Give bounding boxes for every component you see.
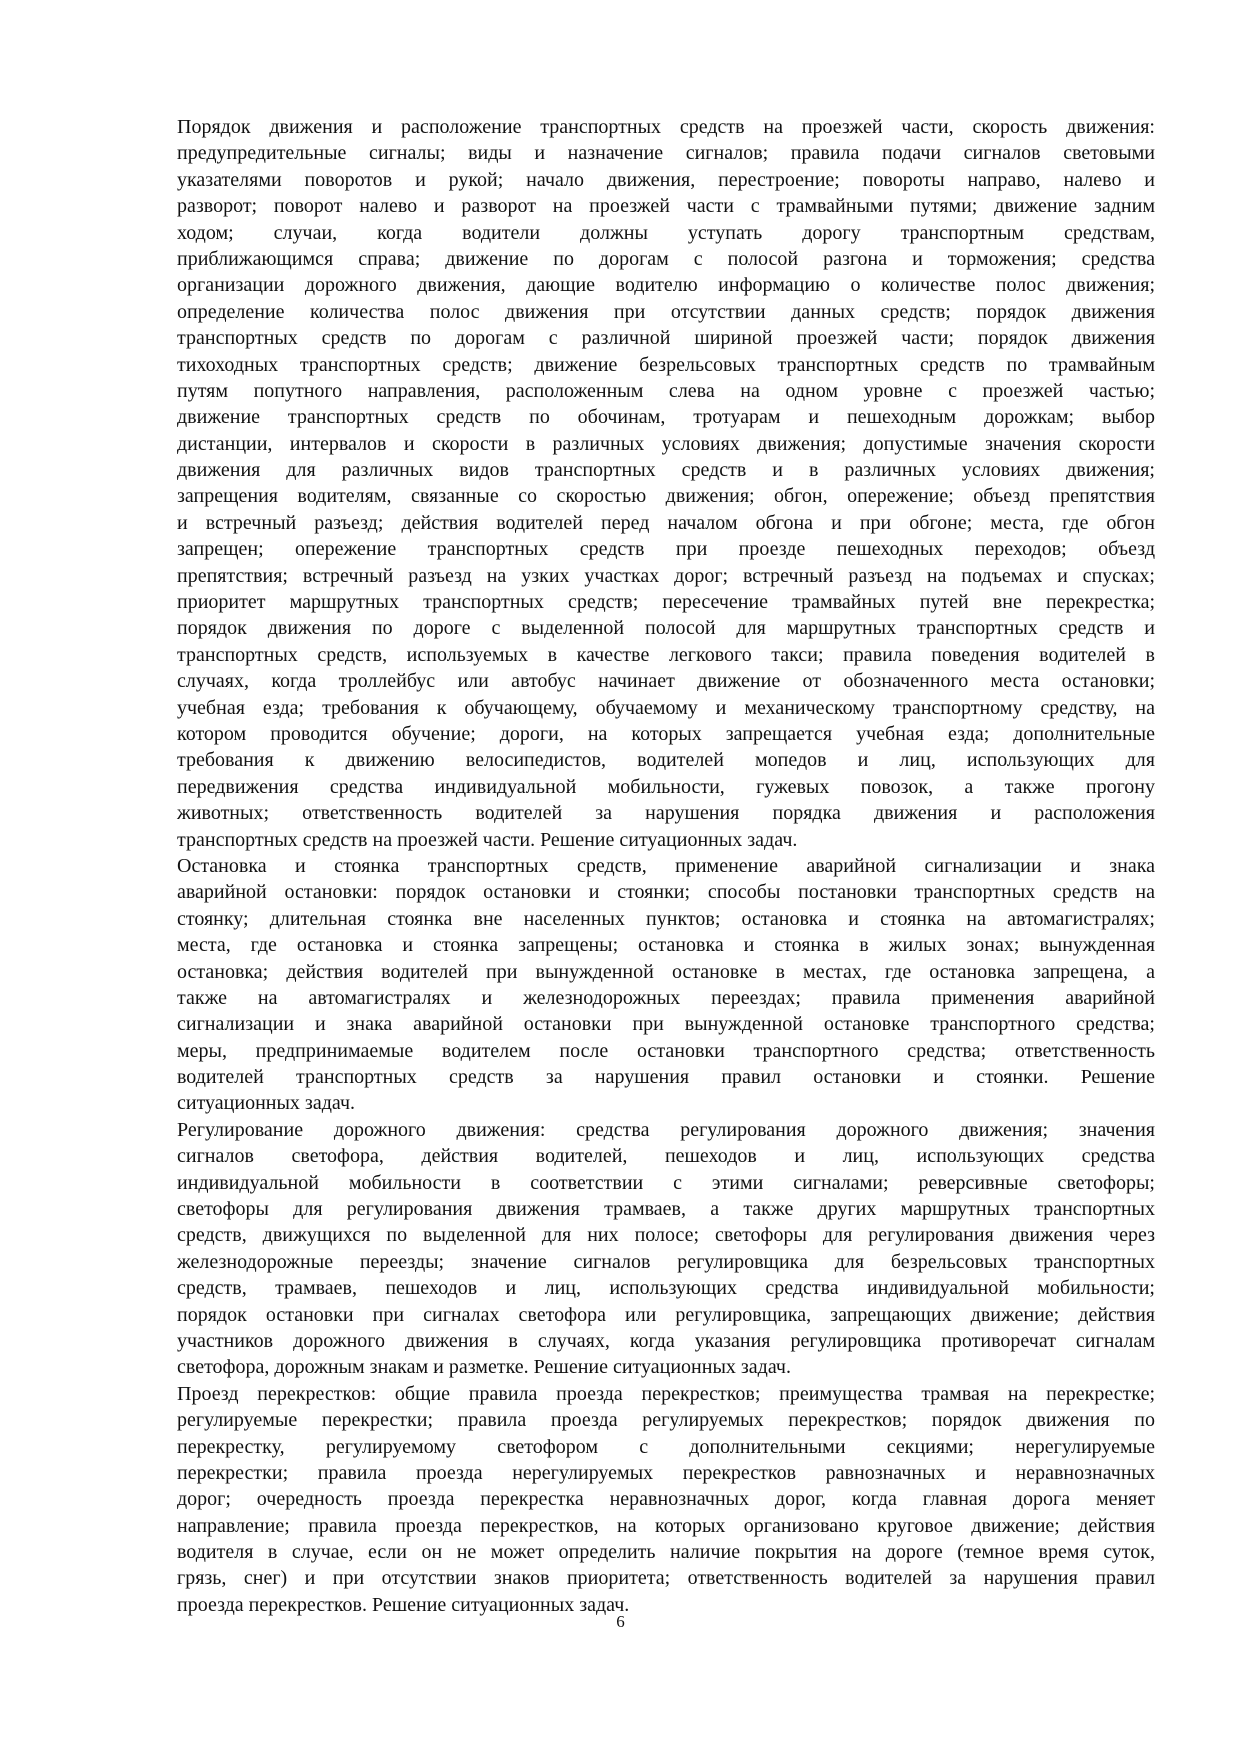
text-line-content: Проезд перекрестков: общие правила проезда перекрестков; преимущества трамвая на перекрестке;	[177, 1382, 1155, 1405]
text-line	[177, 272, 1155, 298]
text-line-content: путям попутного направления, расположенным слева на одном уровне с проезжей частью;	[177, 379, 1155, 402]
text-line-content: движение транспортных средств по обочинам, тротуарам и пешеходным дорожкам; выбор	[177, 406, 1155, 429]
text-line	[177, 1486, 1155, 1512]
text-line-content: стоянку; длительная стоянка вне населенных пунктов; остановка и стоянка на автомагистралях;	[177, 907, 1155, 930]
text-line-content: дорог; очередность проезда перекрестка неравнозначных дорог, когда главная дорога меняет	[177, 1488, 1155, 1511]
text-line	[177, 1434, 1155, 1460]
text-line	[177, 800, 1155, 826]
body-text	[177, 114, 1155, 1618]
text-line	[177, 1565, 1155, 1591]
text-line-content: разворот; поворот налево и разворот на проезжей части с трамвайными путями; движение задним	[177, 195, 1155, 218]
text-line-content: грязь, снег) и при отсутствии знаков приоритета; ответственность водителей за нарушения правил	[177, 1567, 1155, 1590]
text-line-content: случаях, когда троллейбус или автобус начинает движение от обозначенного места остановки;	[177, 670, 1155, 693]
text-line	[177, 985, 1155, 1011]
text-line	[177, 959, 1155, 985]
text-line-content: средств, трамваев, пешеходов и лиц, использующих средства индивидуальной мобильности;	[177, 1277, 1155, 1300]
text-line	[177, 1354, 1155, 1380]
text-line-content: транспортных средств по дорогам с различной шириной проезжей части; порядок движения	[177, 327, 1155, 350]
text-line-content: ходом; случаи, когда водители должны уступать дорогу транспортным средствам,	[177, 221, 1155, 244]
text-line	[177, 325, 1155, 351]
text-line-content: указателями поворотов и рукой; начало движения, перестроение; повороты направо, налево и	[177, 168, 1155, 191]
text-line-content: животных; ответственность водителей за нарушения порядка движения и расположения	[177, 802, 1155, 825]
text-line-content: требования к движению велосипедистов, водителей мопедов и лиц, использующих для	[177, 749, 1155, 772]
text-line	[177, 1460, 1155, 1486]
paragraph	[177, 1117, 1155, 1381]
text-line	[177, 1038, 1155, 1064]
text-line-content: и встречный разъезд; действия водителей перед началом обгона и при обгоне; места, где обгон	[177, 511, 1155, 534]
text-line-content: котором проводится обучение; дороги, на которых запрещается учебная езда; дополнительные	[177, 722, 1155, 745]
text-line-content: железнодорожные переезды; значение сигналов регулировщика для безрельсовых транспортных	[177, 1250, 1155, 1273]
text-line-content: транспортных средств, используемых в качестве легкового такси; правила поведения водителей в	[177, 643, 1155, 666]
text-line-content: Остановка и стоянка транспортных средств, применение аварийной сигнализации и знака	[177, 854, 1155, 877]
text-line-content: средств, движущихся по выделенной для них полосе; светофоры для регулирования движения через	[177, 1224, 1155, 1247]
paragraph	[177, 1381, 1155, 1619]
text-line-content: организации дорожного движения, дающие водителю информацию о количестве полос движения;	[177, 274, 1155, 297]
text-line	[177, 1064, 1155, 1090]
text-line-content: участников дорожного движения в случаях, когда указания регулировщика противоречат сигналам	[177, 1329, 1155, 1352]
text-line-content: меры, предпринимаемые водителем после остановки транспортного средства; ответственность	[177, 1039, 1155, 1062]
text-line	[177, 1196, 1155, 1222]
text-line	[177, 1222, 1155, 1248]
text-line	[177, 906, 1155, 932]
text-line-content: светофоры для регулирования движения трамваев, а также других маршрутных транспортных	[177, 1198, 1155, 1221]
text-line	[177, 827, 1155, 853]
text-line	[177, 1170, 1155, 1196]
text-line-content: остановка; действия водителей при вынужденной остановке в местах, где остановка запрещена, а	[177, 960, 1155, 983]
text-line-content: светофора, дорожным знакам и разметке. Решение ситуационных задач.	[177, 1356, 791, 1379]
text-line-content: направление; правила проезда перекрестков, на которых организовано круговое движение; действия	[177, 1514, 1155, 1537]
text-line-content: Регулирование дорожного движения: средства регулирования дорожного движения; значения	[177, 1118, 1155, 1141]
text-line-content: проезда перекрестков. Решение ситуационных задач.	[177, 1593, 630, 1616]
text-line	[177, 246, 1155, 272]
text-line	[177, 1407, 1155, 1433]
text-line-content: препятствия; встречный разъезд на узких участках дорог; встречный разъезд на подъемах и спусках;	[177, 564, 1155, 587]
text-line	[177, 615, 1155, 641]
text-line	[177, 536, 1155, 562]
text-line-content: также на автомагистралях и железнодорожных переездах; правила применения аварийной	[177, 986, 1155, 1009]
text-line	[177, 1513, 1155, 1539]
text-line	[177, 220, 1155, 246]
text-line	[177, 404, 1155, 430]
text-line-content: аварийной остановки: порядок остановки и стоянки; способы постановки транспортных средств на	[177, 881, 1155, 904]
text-line	[177, 510, 1155, 536]
text-line	[177, 879, 1155, 905]
text-line	[177, 695, 1155, 721]
text-line-content: учебная езда; требования к обучающему, обучаемому и механическому транспортному средству, на	[177, 696, 1155, 719]
text-line	[177, 1011, 1155, 1037]
text-line	[177, 483, 1155, 509]
text-line	[177, 1143, 1155, 1169]
text-line	[177, 642, 1155, 668]
paragraph	[177, 114, 1155, 853]
text-line	[177, 167, 1155, 193]
text-line-content: дистанции, интервалов и скорости в различных условиях движения; допустимые значения скорости	[177, 432, 1155, 455]
text-line	[177, 932, 1155, 958]
text-line-content: запрещения водителям, связанные со скоростью движения; обгон, опережение; объезд препятствия	[177, 485, 1155, 508]
text-line	[177, 853, 1155, 879]
text-line	[177, 1381, 1155, 1407]
text-line	[177, 668, 1155, 694]
text-line	[177, 774, 1155, 800]
text-line	[177, 299, 1155, 325]
text-line-content: порядок остановки при сигналах светофора или регулировщика, запрещающих движение; действия	[177, 1303, 1155, 1326]
text-line-content: регулируемые перекрестки; правила проезда регулируемых перекрестков; порядок движения по	[177, 1409, 1155, 1432]
text-line	[177, 1275, 1155, 1301]
text-line	[177, 457, 1155, 483]
text-line	[177, 747, 1155, 773]
text-line	[177, 193, 1155, 219]
text-line-content: определение количества полос движения при отсутствии данных средств; порядок движения	[177, 300, 1155, 323]
text-line-content: запрещен; опережение транспортных средств при проезде пешеходных переходов; объезд	[177, 538, 1155, 561]
text-line-content: тихоходных транспортных средств; движение безрельсовых транспортных средств по трамвайным	[177, 353, 1155, 376]
text-line	[177, 140, 1155, 166]
text-line-content: перекрестку, регулируемому светофором с дополнительными секциями; нерегулируемые	[177, 1435, 1155, 1458]
text-line-content: приоритет маршрутных транспортных средств; пересечение трамвайных путей вне перекрестка;	[177, 591, 1155, 614]
text-line-content: приближающимся справа; движение по дорогам с полосой разгона и торможения; средства	[177, 247, 1155, 270]
text-line	[177, 114, 1155, 140]
text-line-content: водителей транспортных средств за нарушения правил остановки и стоянки. Решение	[177, 1066, 1155, 1089]
text-line	[177, 1328, 1155, 1354]
text-line-content: порядок движения по дороге с выделенной полосой для маршрутных транспортных средств и	[177, 617, 1155, 640]
text-line	[177, 1249, 1155, 1275]
text-line-content: сигнализации и знака аварийной остановки при вынужденной остановке транспортного средства;	[177, 1013, 1155, 1036]
text-line	[177, 589, 1155, 615]
text-line-content: индивидуальной мобильности в соответствии с этими сигналами; реверсивные светофоры;	[177, 1171, 1155, 1194]
paragraph	[177, 853, 1155, 1117]
text-line-content: водителя в случае, если он не может определить наличие покрытия на дороге (темное время суток,	[177, 1541, 1155, 1564]
text-line-content: ситуационных задач.	[177, 1092, 356, 1115]
text-line	[177, 563, 1155, 589]
text-line	[177, 1539, 1155, 1565]
text-line	[177, 721, 1155, 747]
text-line-content: движения для различных видов транспортных средств и в различных условиях движения;	[177, 459, 1155, 482]
text-line	[177, 1302, 1155, 1328]
text-line-content: Порядок движения и расположение транспортных средств на проезжей части, скорость движения:	[177, 116, 1155, 138]
text-line	[177, 352, 1155, 378]
text-line	[177, 1090, 1155, 1116]
text-line-content: передвижения средства индивидуальной мобильности, гужевых повозок, а также прогону	[177, 775, 1155, 798]
text-line-content: перекрестки; правила проезда нерегулируемых перекрестков равнозначных и неравнозначных	[177, 1461, 1155, 1484]
text-line-content: транспортных средств на проезжей части. Решение ситуационных задач.	[177, 828, 798, 851]
text-line-content: предупредительные сигналы; виды и назначение сигналов; правила подачи сигналов световыми	[177, 142, 1155, 165]
page-number: 6	[616, 1612, 625, 1631]
text-line	[177, 378, 1155, 404]
text-line-content: места, где остановка и стоянка запрещены; остановка и стоянка в жилых зонах; вынужденная	[177, 934, 1155, 957]
text-line	[177, 1117, 1155, 1143]
text-line-content: сигналов светофора, действия водителей, пешеходов и лиц, использующих средства	[177, 1145, 1155, 1168]
text-line	[177, 431, 1155, 457]
